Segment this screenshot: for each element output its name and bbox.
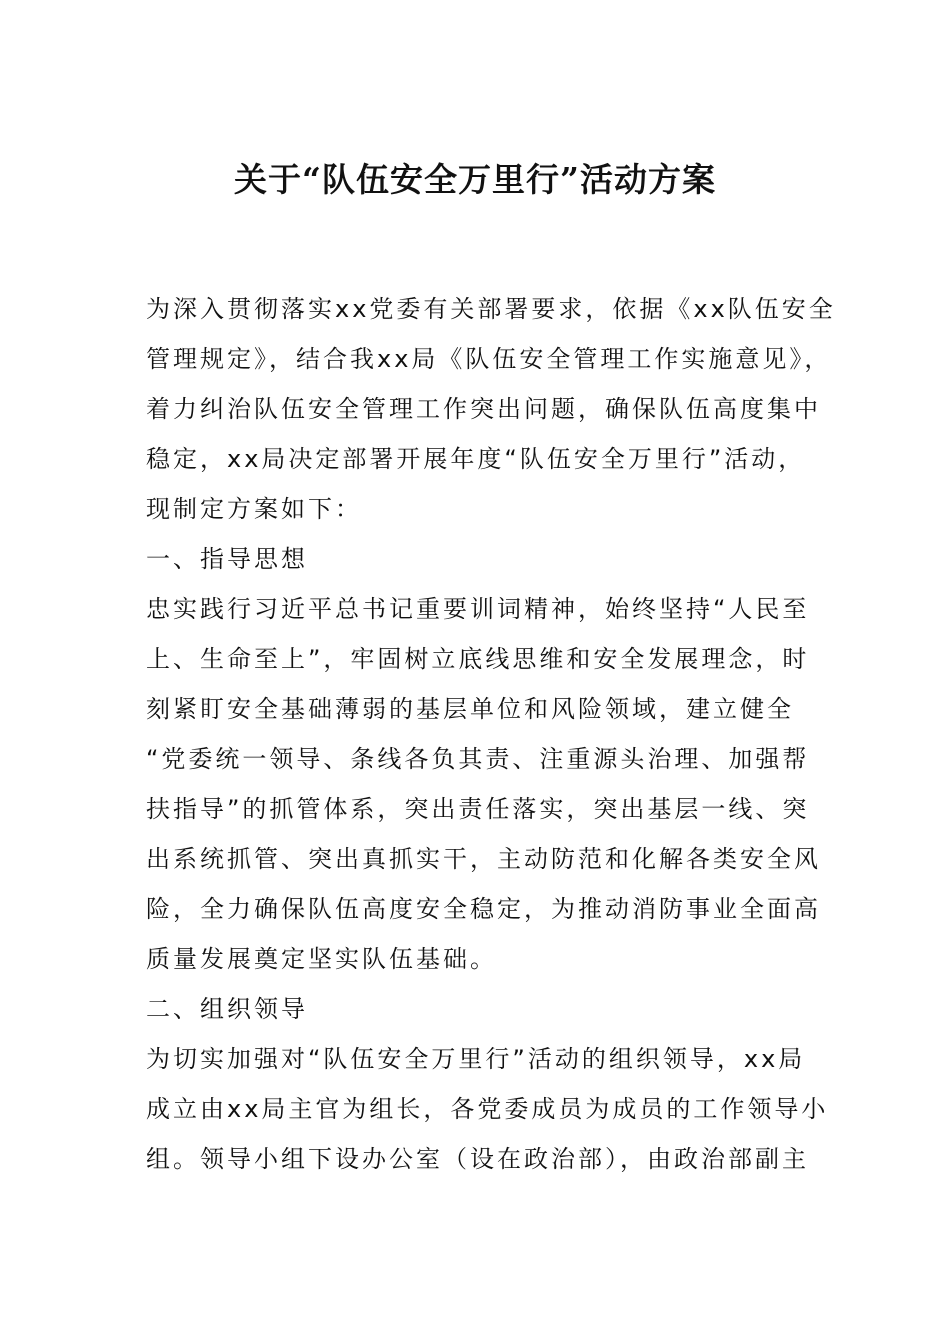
document-body [146, 284, 836, 1184]
paragraph-line: 着力纠治队伍安全管理工作突出问题，确保队伍高度集中 [146, 395, 821, 423]
paragraph-line: 管理规定》，结合我xx局《队伍安全管理工作实施意见》， [146, 345, 832, 373]
paragraph-line: 组。领导小组下设办公室（设在政治部），由政治部副主 [146, 1145, 809, 1173]
paragraph-line: 成立由xx局主官为组长，各党委成员为成员的工作领导小 [146, 1095, 829, 1123]
paragraph-line: 忠实践行习近平总书记重要训词精神，始终坚持“人民至 [146, 595, 810, 623]
paragraph-line: 出系统抓管、突出真抓实干，主动防范和化解各类安全风 [146, 845, 821, 873]
section-heading: 一、指导思想 [146, 545, 308, 573]
paragraph-line: 现制定方案如下： [146, 495, 362, 523]
paragraph-line: 稳定，xx局决定部署开展年度“队伍安全万里行”活动， [146, 445, 806, 473]
paragraph-line: “党委统一领导、条线各负其责、注重源头治理、加强帮 [146, 745, 810, 773]
paragraph-line: 刻紧盯安全基础薄弱的基层单位和风险领域，建立健全 [146, 695, 794, 723]
paragraph-line: 险，全力确保队伍高度安全稳定，为推动消防事业全面高 [146, 895, 821, 923]
paragraph-line: 扶指导”的抓管体系，突出责任落实，突出基层一线、突 [146, 795, 810, 823]
paragraph-line: 为深入贯彻落实xx党委有关部署要求，依据《xx队伍安全 [146, 295, 836, 323]
document-title: 关于“队伍安全万里行”活动方案 [234, 160, 716, 199]
section-heading: 二、组织领导 [146, 995, 308, 1023]
paragraph-line: 上、生命至上”，牢固树立底线思维和安全发展理念，时 [146, 645, 810, 673]
paragraph-line: 质量发展奠定坚实队伍基础。 [146, 945, 497, 973]
paragraph-line: 为切实加强对“队伍安全万里行”活动的组织领导，xx局 [146, 1045, 806, 1073]
